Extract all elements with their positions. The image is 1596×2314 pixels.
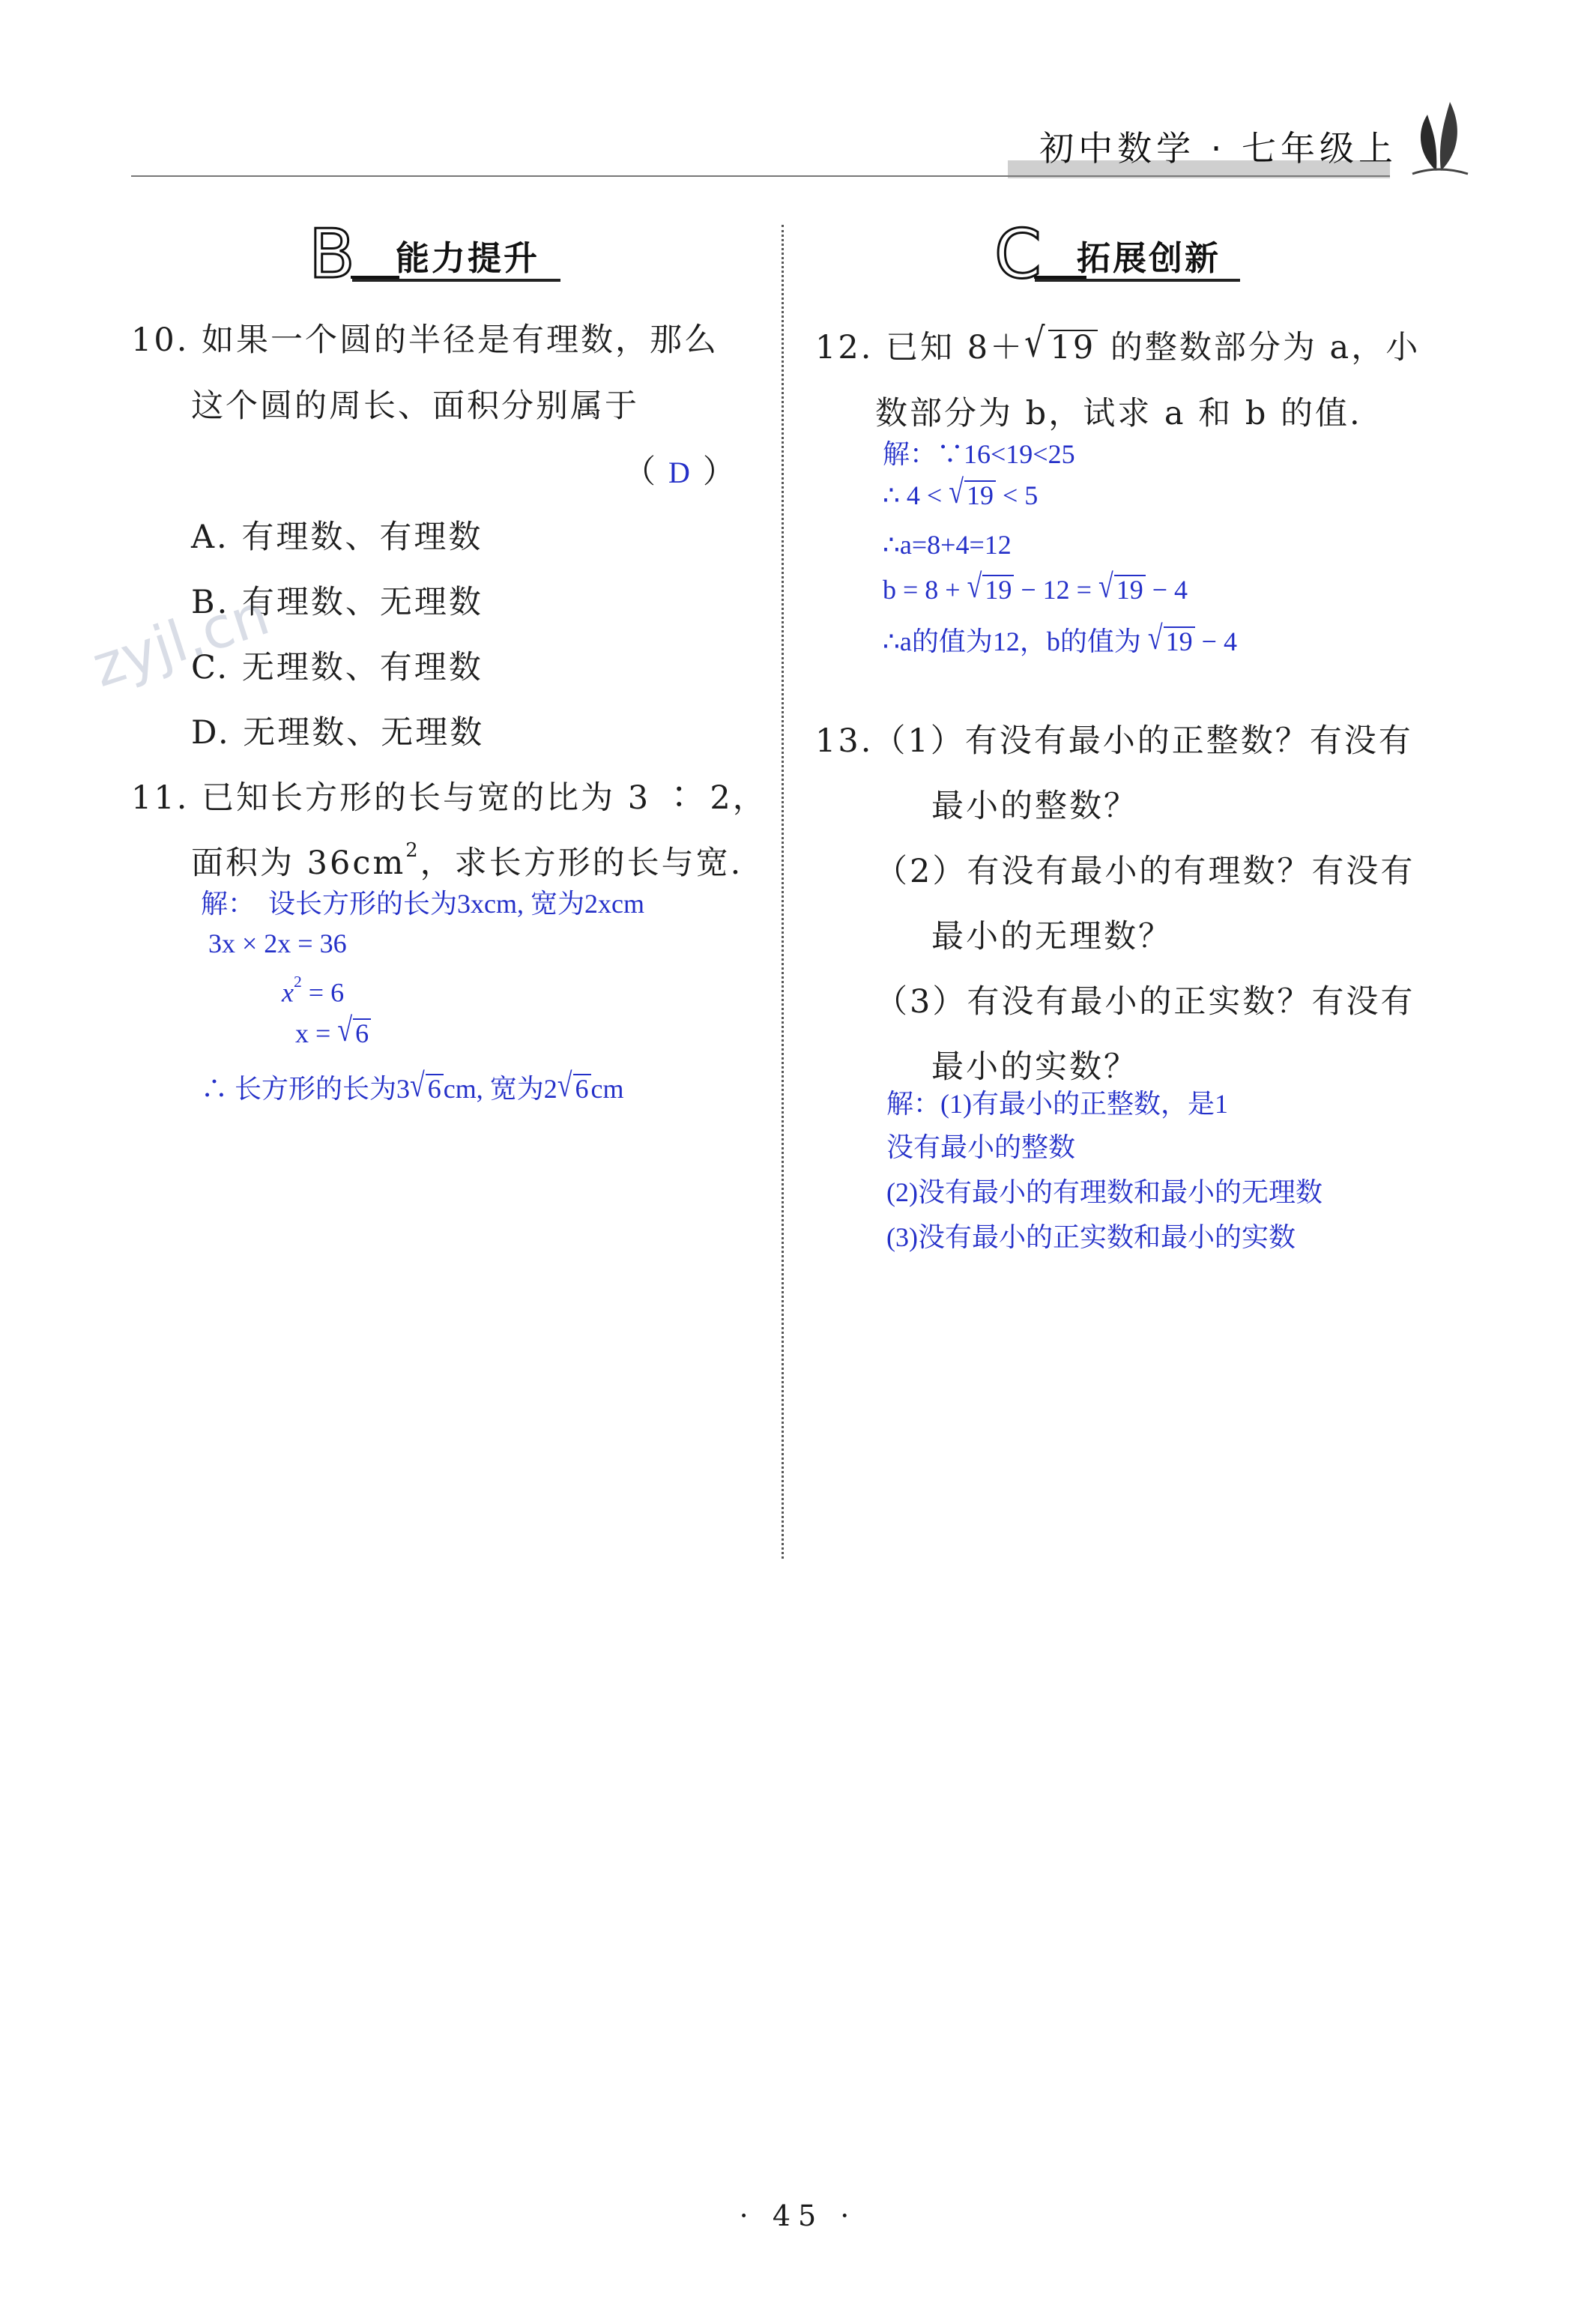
leaf-logo-icon [1405, 96, 1472, 181]
q11-line2-pre: 面积为 36cm [191, 845, 406, 882]
q11-sol-line5-pre: ∴ 长方形的长为3 [201, 1074, 411, 1104]
column-divider [782, 225, 784, 1559]
q10-line1: 10. 如果一个圆的半径是有理数，那么 [131, 321, 719, 359]
page-number: · 45 · [739, 2199, 857, 2232]
radical-sign-icon: √ [337, 1010, 353, 1048]
q11-line2-sup: 2 [405, 839, 420, 862]
radicand: 19 [1164, 626, 1195, 656]
q11-sol-line4-pre: x = [295, 1018, 338, 1048]
radicand: 6 [573, 1074, 591, 1104]
q13-line6: 最小的实数？ [931, 1048, 1138, 1086]
sqrt-expression [557, 1066, 591, 1105]
q10-paren-open: （ [623, 453, 658, 491]
section-c-title: 拓展创新 [1077, 238, 1221, 278]
q11-sol-line2: 3x × 2x = 36 [208, 928, 347, 958]
q11-line2-post: ，求长方形的长与宽. [420, 845, 743, 882]
q11-sol-line3-base: x [282, 977, 294, 1008]
section-c-header [993, 217, 1240, 292]
q11-sol-line4 [295, 1010, 371, 1049]
q11-sol-line5-post: cm [590, 1074, 624, 1104]
q12-sol-line3: ∴a=8+4=12 [883, 530, 1012, 560]
radical-sign-icon: √ [967, 567, 982, 605]
q11-line1: 11. 已知长方形的长与宽的比为 3 ∶ 2， [131, 779, 767, 817]
q13-sol-line1: 解：(1)有最小的正整数，是1 [886, 1089, 1228, 1119]
q10-paren-close: ） [702, 453, 737, 491]
q12-sol-line1: 解：∵16<19<25 [883, 439, 1075, 469]
section-b-title: 能力提升 [396, 238, 540, 278]
section-b-underline [352, 279, 560, 282]
watermark: zyjl.cn [84, 580, 277, 700]
q12-line1-post: 的整数部分为 a，小 [1098, 329, 1421, 366]
q12-sol-line4 [883, 567, 1188, 605]
q10-option-a: A. 有理数、有理数 [191, 519, 483, 556]
q12-sol-line2 [883, 472, 1039, 511]
sqrt-expression [949, 472, 996, 511]
q11-sol-line3 [282, 973, 344, 1008]
q12-sol-line5-post: − 4 [1194, 626, 1237, 656]
q10-option-b: B. 有理数、无理数 [191, 584, 483, 621]
q12-sol-line2-post: < 5 [995, 480, 1039, 510]
q12-sol-line2-pre: ∴ 4 < [883, 480, 949, 510]
radicand: 19 [1048, 330, 1098, 365]
radical-sign-icon: √ [1024, 319, 1048, 366]
section-b-header [306, 217, 560, 292]
q10-option-c: C. 无理数、有理数 [191, 649, 483, 686]
q11-sol-line3-sup: 2 [293, 973, 302, 991]
radical-sign-icon: √ [1147, 618, 1163, 656]
q13-line2: 最小的整数？ [931, 788, 1138, 825]
q13-line3: （2）有没有最小的有理数？有没有 [875, 853, 1415, 890]
q13-sol-line2: 没有最小的整数 [886, 1132, 1076, 1162]
q13-sol-line4: (3)没有最小的正实数和最小的实数 [886, 1222, 1296, 1252]
q13-line5: （3）有没有最小的正实数？有没有 [875, 983, 1415, 1021]
sqrt-expression [337, 1010, 371, 1049]
sqrt-expression [1147, 618, 1195, 657]
q11-sol-line3-rest: = 6 [301, 977, 345, 1008]
q12-line2: 数部分为 b，试求 a 和 b 的值. [875, 395, 1362, 432]
q12-sol-line4-post: − 4 [1145, 575, 1188, 605]
sqrt-expression [1024, 319, 1098, 366]
sqrt-expression [967, 567, 1015, 605]
radicand: 19 [964, 480, 996, 510]
q13-line4: 最小的无理数？ [931, 918, 1173, 955]
q10-line2: 这个圆的周长、面积分别属于 [191, 387, 639, 425]
q12-sol-line5 [883, 620, 1237, 659]
q12-sol-line5-pre: ∴a的值为12，b的值为 [883, 626, 1148, 656]
q13-sol-line3: (2)没有最小的有理数和最小的无理数 [886, 1177, 1323, 1207]
radicand: 6 [353, 1018, 371, 1048]
radicand: 19 [982, 575, 1014, 605]
radicand: 19 [1114, 575, 1146, 605]
q12-line1-pre: 12. 已知 8＋ [815, 329, 1025, 366]
sqrt-expression [1098, 567, 1146, 605]
q11-sol-line5 [201, 1068, 624, 1106]
q12-line1 [815, 319, 1421, 368]
q11-sol-line5-mid: cm, 宽为2 [443, 1074, 557, 1104]
q13-line1: 13.（1）有没有最小的正整数？有没有 [815, 722, 1413, 760]
header-rule [131, 175, 1390, 177]
radical-sign-icon: √ [949, 472, 964, 510]
q11-sol-line1: 解： 设长方形的长为3xcm, 宽为2xcm [201, 889, 644, 919]
section-c-underline [1035, 279, 1240, 282]
q12-sol-line4-mid: − 12 = [1014, 575, 1098, 605]
radical-sign-icon: √ [557, 1066, 572, 1104]
q10-answer: D [668, 456, 692, 489]
q11-line2 [191, 838, 743, 883]
radical-sign-icon: √ [1098, 567, 1113, 605]
q10-answer-bracket [623, 447, 737, 492]
svg-text:B: B [309, 217, 355, 292]
q10-option-d: D. 无理数、无理数 [191, 714, 485, 752]
svg-text:C: C [994, 217, 1042, 292]
radicand: 6 [426, 1074, 444, 1104]
header-title: 初中数学 · 七年级上 [1039, 128, 1397, 169]
radical-sign-icon: √ [410, 1066, 425, 1104]
q12-sol-line4-pre: b = 8 + [883, 575, 967, 605]
sqrt-expression [410, 1066, 444, 1105]
